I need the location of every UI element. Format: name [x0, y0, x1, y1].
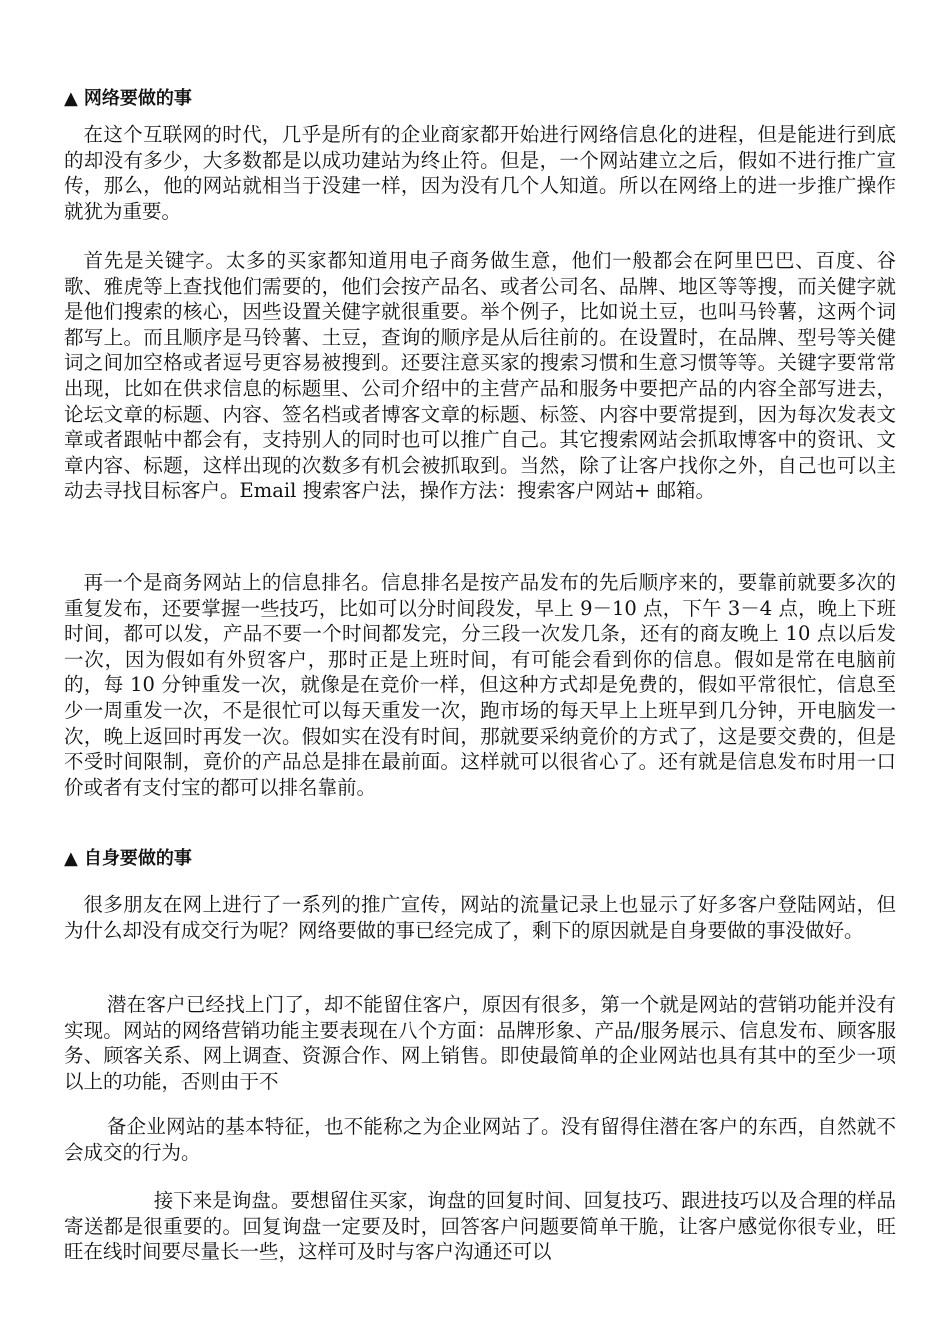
- section-heading-text: 网络要做的事: [83, 88, 192, 109]
- triangle-marker-icon: ▲: [64, 848, 78, 869]
- section-heading-text: 自身要做的事: [83, 848, 192, 869]
- paragraph-enterprise-site: 备企业网站的基本特征，也不能称之为企业网站了。没有留得住潜在客户的东西，自然就不会成交的行为。: [64, 1115, 896, 1164]
- section-heading-self: [64, 846, 192, 872]
- paragraph-inquiry: 接下来是询盘。要想留住买家，询盘的回复时间、回复技巧、跟进技巧以及合理的样品寄送都是很重要的。回复询盘一定要及时，回答客户问题要简单干脆，让客户感觉你很专业，旺旺在线时间要尽量长一些，这样可及时与客户沟通还可以: [64, 1189, 896, 1264]
- paragraph-intro: 在这个互联网的时代，几乎是所有的企业商家都开始进行网络信息化的进程，但是能进行到底的却没有多少，大多数都是以成功建站为终止符。但是，一个网站建立之后，假如不进行推广宣传，那么，他的网站就相当于没建一样，因为没有几个人知道。所以在网络上的进一步推广操作就犹为重要。: [64, 123, 896, 223]
- section-heading-network: [64, 86, 192, 112]
- paragraph-keywords: 首先是关键字。太多的买家都知道用电子商务做生意，他们一般都会在阿里巴巴、百度、谷歌、雅虎等上查找他们需要的，他们会按产品名、或者公司名、品牌、地区等等搜，而关健字就是他们搜索的核心，因些设置关健字就很重要。举个例子，比如说土豆，也叫马铃薯，这两个词都写上。而且顺序是马铃薯、土豆，查询的顺序是从后往前的。在设置时，在品牌、型号等关健词之间加空格或者逗号更容易被搜到。还要注意买家的搜索习惯和生意习惯等等。关键字要常常出现，比如在供求信息的标题里、公司介绍中的主营产品和服务中要把产品的内容全部写进去，论坛文章的标题、内容、签名档或者博客文章的标题、标签、内容中要常提到，因为每次发表文章或者跟帖中都会有，支持别人的同时也可以推广自己。其它搜索网站会抓取博客中的资讯、文章内容、标题，这样出现的次数多有机会被抓取到。当然，除了让客户找你之外，自己也可以主动去寻找目标客户。Email 搜索客户法，操作方法：搜索客户网站+ 邮箱。: [64, 249, 896, 503]
- paragraph-ranking: 再一个是商务网站上的信息排名。信息排名是按产品发布的先后顺序来的，要靠前就要多次的重复发布，还要掌握一些技巧，比如可以分时间段发，早上 9－10 点，下午 3－4 点，晚上下班时间，都可以发，产品不要一个时间都发完，分三段一次发几条，还有的商友晚上 10 点以后发一次，因为假如有外贸客户，那时正是上班时间，有可能会看到你的信息。假如是常在电脑前的，每 10 分钟重发一次，就像是在竞价一样，但这种方式却是免费的，假如平常很忙，信息至少一周重发一次，不是很忙可以每天重发一次，跑市场的每天早上上班早到几分钟，开电脑发一次，晚上返回时再发一次。假如实在没有时间，那就要采纳竟价的方式了，这是要交费的，但是不受时间限制，竟价的产品总是排在最前面。这样就可以很省心了。还有就是信息发布时用一口价或者有支付宝的都可以排名靠前。: [64, 571, 896, 799]
- paragraph-no-deals: 很多朋友在网上进行了一系列的推广宣传，网站的流量记录上也显示了好多客户登陆网站，但为什么却没有成交行为呢？网络要做的事已经完成了，剩下的原因就是自身要做的事没做好。: [64, 893, 896, 942]
- paragraph-marketing-functions: 潜在客户已经找上门了，却不能留住客户，原因有很多，第一个就是网站的营销功能并没有实现。网站的网络营销功能主要表现在八个方面：品牌形象、产品/服务展示、信息发布、顾客服务、顾客关系、网上调查、资源合作、网上销售。即使最简单的企业网站也具有其中的至少一项以上的功能，否则由于不: [64, 993, 896, 1093]
- triangle-marker-icon: ▲: [64, 88, 78, 109]
